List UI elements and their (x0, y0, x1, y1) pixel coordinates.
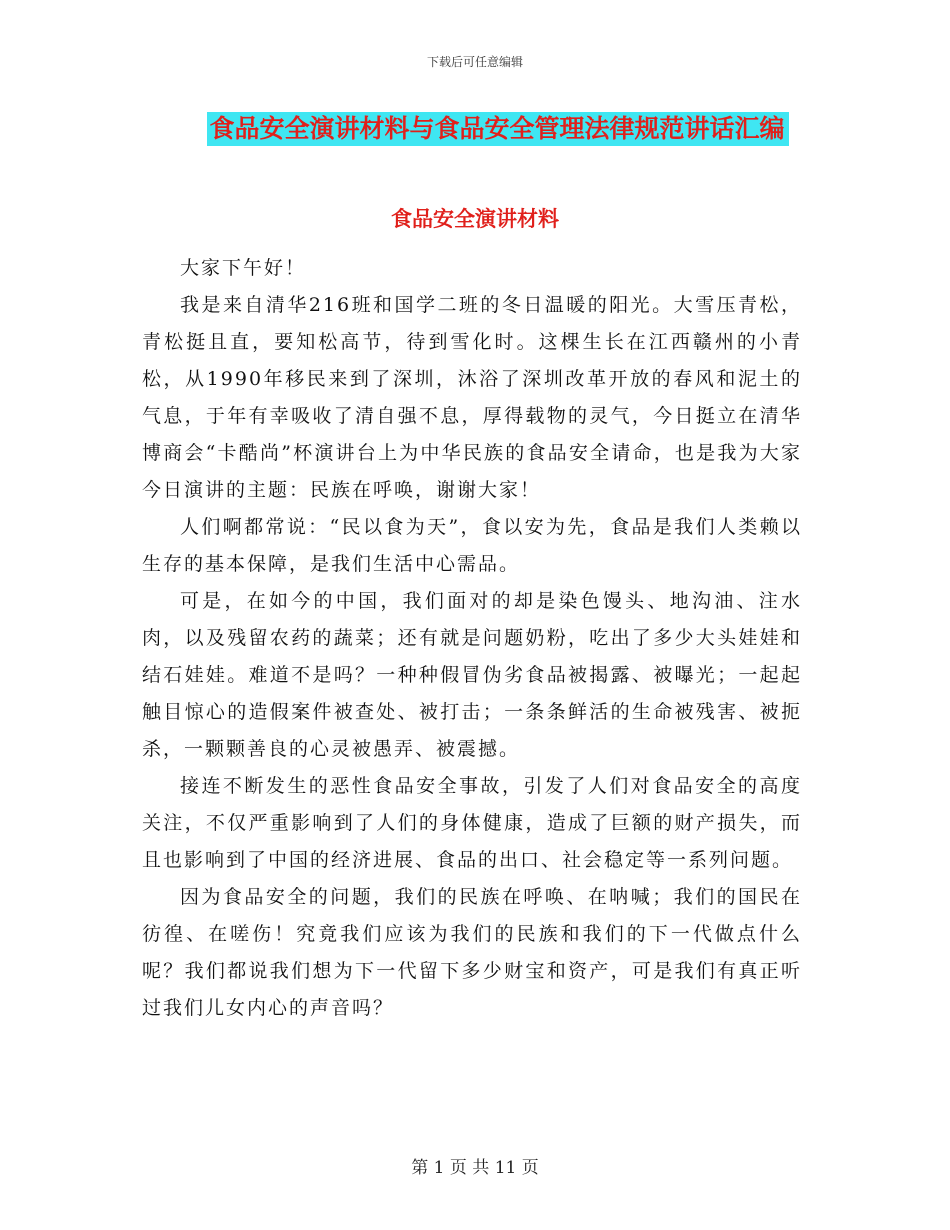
document-main-title: 食品安全演讲材料与食品安全管理法律规范讲话汇编 (207, 112, 788, 146)
paragraph-greeting: 大家下午好！ (180, 257, 307, 279)
paragraph-safety-incidents: 接连不断发生的恶性食品安全事故，引发了人们对食品安全的高度关注，不仅严重影响到了人们的身体健康，造成了巨额的财产损失，而且也影响到了中国的经济进展、食品的出口、社会稳定等一系列问题。 (142, 775, 802, 871)
page-header-note: 下载后可任意编辑 (426, 55, 523, 69)
section-title: 食品安全演讲材料 (391, 207, 559, 231)
paragraph-food-importance: 人们啊都常说：“民以食为天”，食以安为先，食品是我们人类赖以生存的基本保障，是我们生活中心需品。 (142, 516, 802, 575)
main-title-container (0, 112, 950, 146)
paragraph-introduction: 我是来自清华216班和国学二班的冬日温暖的阳光。大雪压青松，青松挺且直，要知松高节，待到雪化时。这棵生长在江西赣州的小青松，从1990年移民来到了深圳，沐浴了深圳改革开放的春风和泥土的气息，于年有幸吸收了清自强不息，厚得载物的灵气，今日挺立在清华博商会“卡酷尚”杯演讲台上为中华民族的食品安全请命，也是我为大家今日演讲的主题：民族在呼唤，谢谢大家！ (142, 294, 802, 501)
document-body (142, 250, 802, 1027)
paragraph-call-to-action: 因为食品安全的问题，我们的民族在呼唤、在呐喊；我们的国民在彷徨、在嗟伤！究竟我们应该为我们的民族和我们的下一代做点什么呢？我们都说我们想为下一代留下多少财宝和资产，可是我们有真正听过我们儿女内心的声音吗？ (142, 886, 802, 1019)
page-number-footer: 第 1 页 共 11 页 (411, 1158, 539, 1178)
paragraph-food-problems: 可是，在如今的中国，我们面对的却是染色馒头、地沟油、注水肉，以及残留农药的蔬菜；还有就是问题奶粉，吃出了多少大头娃娃和结石娃娃。难道不是吗？一种种假冒伪劣食品被揭露、被曝光；一起起触目惊心的造假案件被查处、被打击；一条条鲜活的生命被残害、被扼杀，一颗颗善良的心灵被愚弄、被震撼。 (142, 590, 802, 760)
